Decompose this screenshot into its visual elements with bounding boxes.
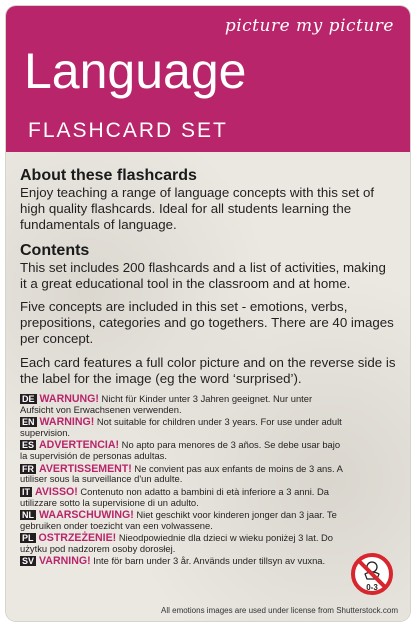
warning-keyword: VARNING! [39,555,91,568]
language-code: PL [22,533,34,544]
warning-keyword: AVERTISSEMENT! [39,462,132,475]
no-children-under-3-icon [350,552,394,596]
header-banner [6,6,410,152]
warning-de [20,394,345,416]
warning-keyword: WAARSCHUWING! [39,508,134,521]
warning-it [20,487,345,509]
warning-sv [20,556,345,567]
warning-keyword: OSTRZEŻENIE! [38,532,117,545]
description-panel [6,152,410,621]
warning-text: Nieodpowiednie dla dzieci w wieku poniżej 3 lat. Do użytku pod nadzorem osoby dorosłej. [20,532,334,554]
about-text: Enjoy teaching a range of language concepts with this set of high quality flashcards. Ideal for all students learning the fundamentals of language. [20,185,375,233]
warning-text: Contenuto non adatto a bambini di età inferiore a 3 anni. Da utilizzare sotto la supervisione di un adulto. [20,485,329,508]
warning-en [20,417,345,439]
language-code: NL [22,509,34,520]
product-subtitle: FLASHCARD SET [28,119,228,142]
warning-pl [20,533,345,555]
warning-text: Niet geschikt voor kinderen jonger dan 3 jaar. Te gebruiken onder toezicht van een volwassene. [20,508,337,531]
warning-keyword: ADVERTENCIA! [39,439,120,452]
product-title: Language [24,43,247,99]
contents-paragraph-3: Each card features a full color picture and on the reverse side is the label for the image (eg the word ‘surprised’). [20,354,396,386]
warning-text: Not suitable for children under 3 years. For use under adult supervision. [20,416,342,439]
warning-nl [20,510,345,532]
warning-keyword: AVISSO! [35,485,78,498]
warning-keyword: WARNING! [39,416,95,429]
language-code: DE [22,394,35,405]
language-code: EN [22,417,35,428]
language-code: FR [22,463,34,474]
contents-heading: Contents [20,241,90,259]
language-code: IT [22,486,30,497]
license-notice: All emotions images are used under license from Shutterstock.com [161,606,398,615]
warning-text: Ne convient pas aux enfants de moins de 3 ans. A utiliser sous la surveillance d'un adulte. [20,462,343,485]
brand-logo-text: picture my picture [224,16,394,36]
age-label: 0-3 [366,583,378,592]
warning-text: Nicht für Kinder unter 3 Jahren geeignet. Nur unter Aufsicht von Erwachsenen verwenden. [20,393,313,415]
contents-paragraph-2: Five concepts are included in this set - emotions, verbs, prepositions, categories and go togethers. There are 40 images per concept. [20,299,394,347]
language-code: SV [22,556,35,567]
warning-keyword: WARNUNG! [39,393,99,406]
about-heading: About these flashcards [20,167,197,184]
language-code: ES [22,440,35,451]
safety-warnings [20,394,396,567]
warning-text: No apto para menores de 3 años. Se debe usar bajo la supervisión de personas adultas. [20,439,341,462]
warning-fr [20,464,345,486]
warning-text: Inte för barn under 3 år. Används under tillsyn av vuxna. [90,555,326,567]
warning-es [20,440,345,462]
contents-paragraph-1: This set includes 200 flashcards and a list of activities, making it a great educational tool in the classroom and at home. [20,259,386,291]
flashcard-box-back [6,6,410,621]
